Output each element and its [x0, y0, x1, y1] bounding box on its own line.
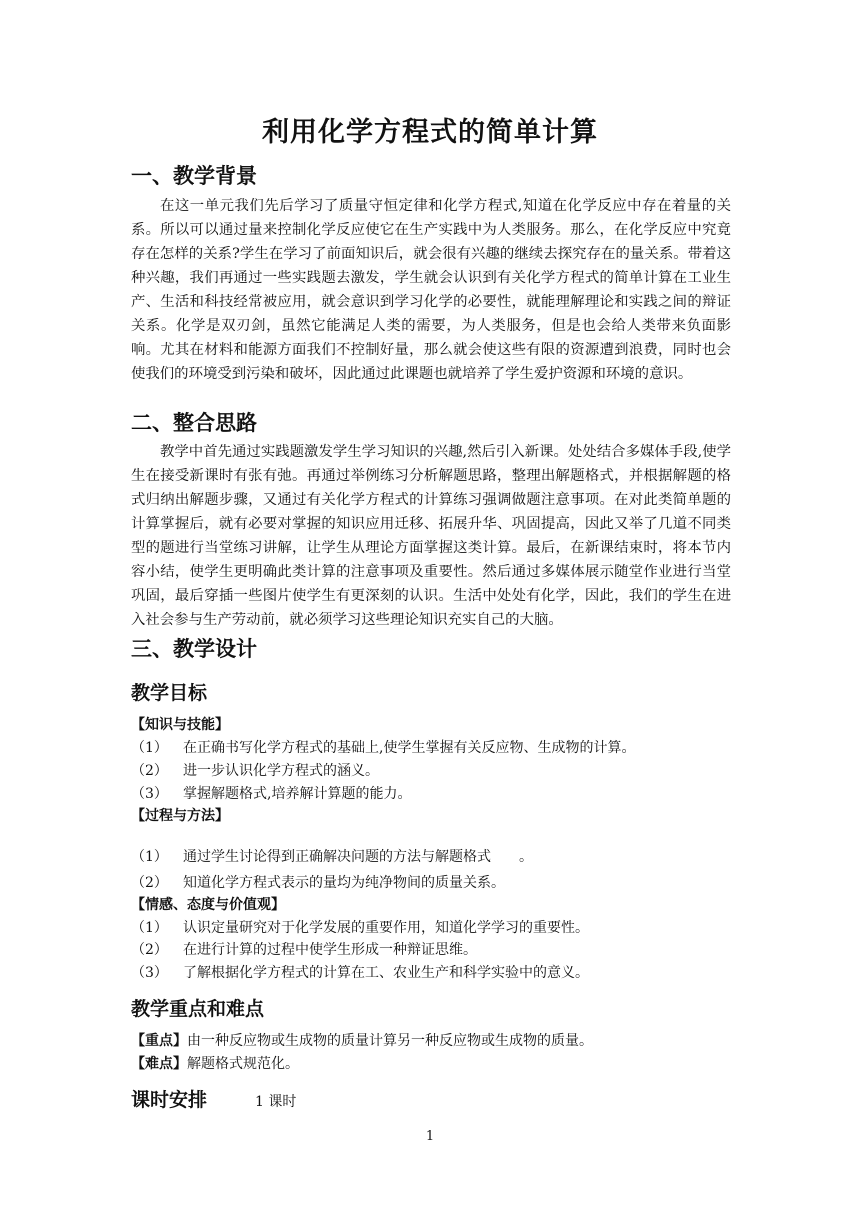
- document-title: 利用化学方程式的简单计算: [262, 117, 598, 148]
- label-process-methods: 【过程与方法】: [131, 808, 229, 824]
- section-heading-approach: 二、整合思路: [131, 410, 257, 435]
- emotion-item-1: （1） 认识定量研究对于化学发展的重要作用，知道化学学习的重要性。: [131, 920, 589, 936]
- process-item-2: （2） 知道化学方程式表示的量均为纯净物间的质量关系。: [131, 875, 505, 891]
- label-knowledge-skills: 【知识与技能】: [131, 717, 229, 733]
- section-heading-background: 一、教学背景: [131, 163, 257, 188]
- class-schedule: [131, 1085, 296, 1112]
- approach-paragraph: 教学中首先通过实践题激发学生学习知识的兴趣,然后引入新课。处处结合多媒体手段,使学生在接受新课时有张有弛。再通过举例练习分析解题思路，整理出解题格式，并根据解题的格式归纳出解题步骤，又通过有关化学方程式的计算练习强调做题注意事项。在对此类简单题的计算掌握后，就有必要对掌握的知识应用迁移、拓展升华、巩固提高，因此又举了几道不同类型的题进行当堂练习讲解，让学生从理论方面掌握这类计算。最后，在新课结束时，将本节内容小结，使学生更明确此类计算的注意事项及重要性。然后通过多媒体展示随堂作业进行当堂巩固，最后穿插一些图片使学生有更深刻的认识。生活中处处有化学，因此，我们的学生在进入社会参与生产劳动前，就必须学习这些理论知识充实自己的大脑。: [131, 444, 731, 628]
- schedule-value: 1 课时: [255, 1094, 297, 1110]
- emotion-item-3: （3） 了解根据化学方程式的计算在工、农业生产和科学实验中的意义。: [131, 965, 589, 981]
- background-paragraph: 在这一单元我们先后学习了质量守恒定律和化学方程式,知道在化学反应中存在着量的关系。所以可以通过量来控制化学反应使它在生产实践中为人类服务。那么，在化学反应中究竟存在怎样的关系?学生在学习了前面知识后，就会很有兴趣的继续去探究存在的量关系。带着这种兴趣，我们再通过一些实践题去激发，学生就会认识到有关化学方程式的简单计算在工业生产、生活和科技经常被应用，就会意识到学习化学的必要性，就能理解理论和实践之间的辩证关系。化学是双刃剑，虽然它能满足人类的需要，为人类服务，但是也会给人类带来负面影响。尤其在材料和能源方面我们不控制好量，那么就会使这些有限的资源遭到浪费，同时也会使我们的环境受到污染和破坏，因此通过此课题也就培养了学生爱护资源和环境的意识。: [131, 198, 731, 382]
- key-point-line: 【重点】由一种反应物或生成物的质量计算另一种反应物或生成物的质量。: [131, 1033, 593, 1049]
- knowledge-item-2: （2） 进一步认识化学方程式的涵义。: [131, 763, 379, 779]
- schedule-label: 课时安排: [131, 1089, 208, 1111]
- process-item-1: （1） 通过学生讨论得到正确解决问题的方法与解题格式 。: [131, 849, 533, 865]
- label-emotion-values: 【情感、态度与价值观】: [131, 897, 285, 913]
- difficult-point-line: 【难点】解题格式规范化。: [131, 1056, 299, 1072]
- subheading-key-difficult-points: 教学重点和难点: [131, 998, 265, 1020]
- subheading-teaching-goals: 教学目标: [131, 682, 208, 704]
- emotion-item-2: （2） 在进行计算的过程中使学生形成一种辩证思维。: [131, 942, 477, 958]
- knowledge-item-1: （1） 在正确书写化学方程式的基础上,使学生掌握有关反应物、生成物的计算。: [131, 740, 636, 756]
- knowledge-item-3: （3） 掌握解题格式,培养解计算题的能力。: [131, 786, 412, 802]
- section-heading-design: 三、教学设计: [131, 636, 257, 661]
- page-number: 1: [425, 1129, 435, 1144]
